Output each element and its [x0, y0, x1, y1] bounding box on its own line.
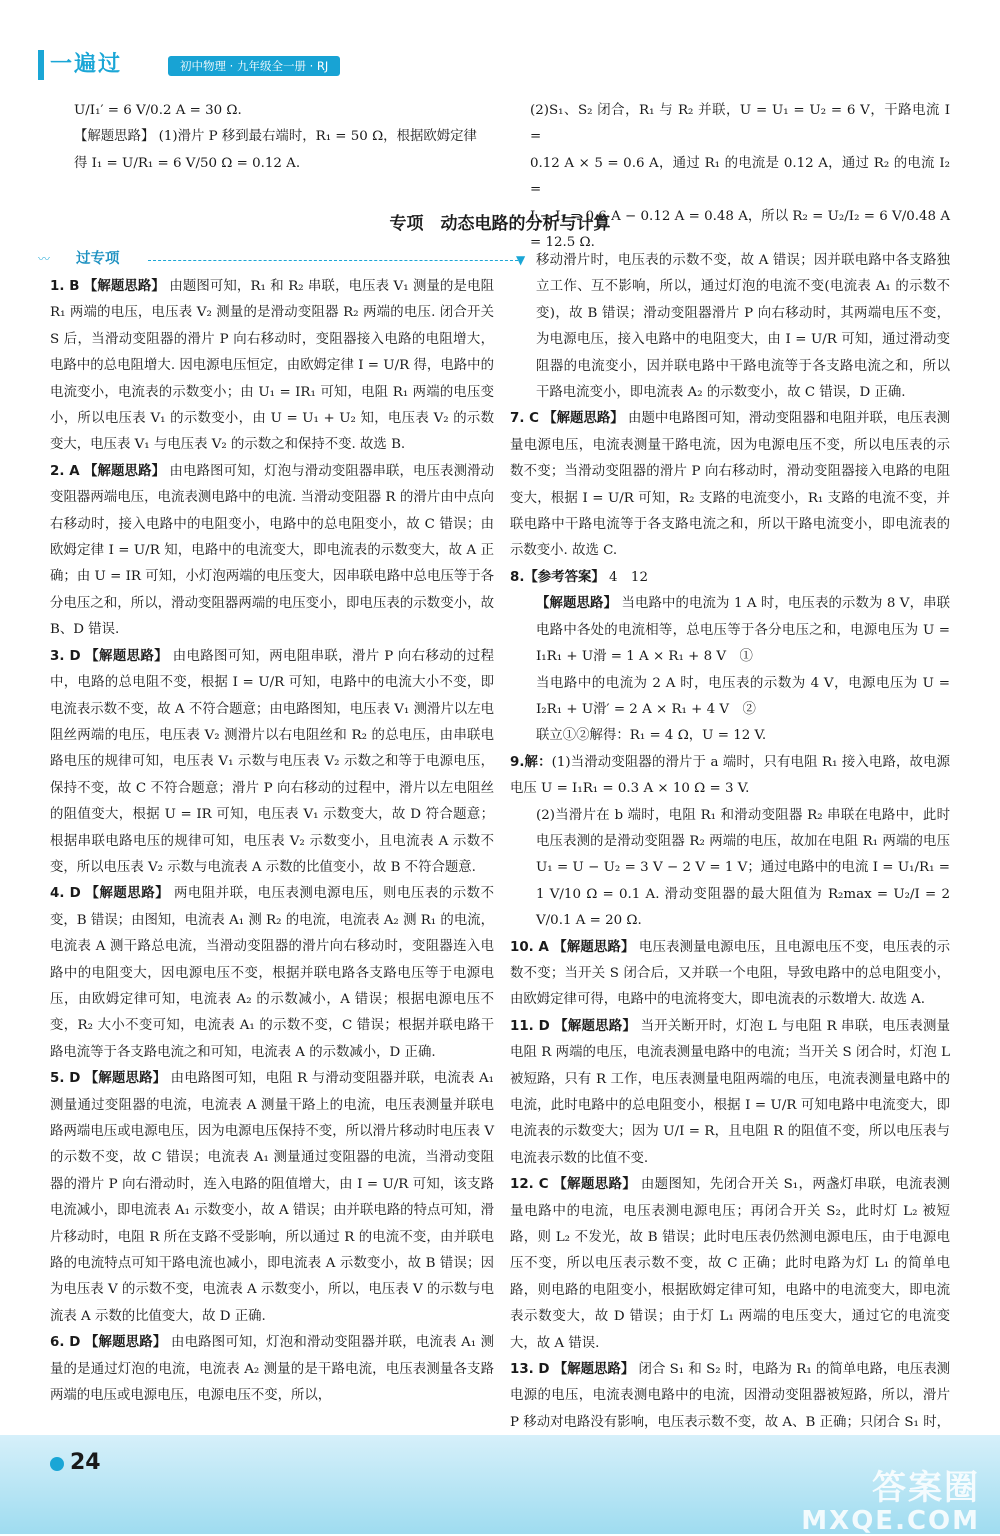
item-tag: 【参考答案】 [524, 569, 605, 585]
dashed-divider [148, 260, 518, 261]
item-number: 2. A [50, 463, 80, 479]
item-text: 联立①②解得：R₁ = 4 Ω，U = 12 V. [536, 728, 767, 744]
answer-item [510, 591, 950, 670]
answer-item [510, 565, 950, 591]
answer-item [50, 644, 494, 882]
page-header [0, 50, 1000, 84]
sub-header-label: 过专项 [76, 251, 120, 267]
item-tag: 【解题思路】 [85, 886, 170, 902]
answer-item [510, 750, 950, 803]
sub-header [38, 248, 526, 270]
item-tag: 【解题思路】 [554, 1018, 637, 1034]
page-footer [0, 1435, 1000, 1534]
item-tag: 【解题思路】 [553, 1177, 637, 1193]
item-number: 10. A [510, 939, 549, 955]
top-right-line: I − I₁ = 0.6 A − 0.12 A = 0.48 A，所以 R₂ = U₂/I₂ = 6 V/0.48 A = 12.5 Ω. [530, 208, 950, 251]
answer-item [50, 274, 494, 459]
item-text: 当开关断开时，灯泡 L 与电阻 R 串联，电压表测量电阻 R 两端的电压，电流表测量电路中的电流；当开关 S 闭合时，灯泡 L 被短路，只有 R 工作，电压表测量电阻两端的电压，电流表测量电路中的电流，此时电路中的总电阻变小，根据 I = U/R 可知电路中电流变大，即电流表的示数变大；因为 U/I = R，且电阻 R 的阻值不变，所以电压表与电流表示数的比值不变. [510, 1018, 951, 1166]
item-text: (2)当滑片在 b 端时，电阻 R₁ 和滑动变阻器 R₂ 串联在电路中，此时电压表测的是滑动变阻器 R₂ 两端的电压，故加在电阻 R₁ 两端的电压 U₁ = U − U₂ = 3 V − 2 V = 1 V；通过电路中的电流 I = U₁/R₁ = 1 V/10 Ω = 0.1 A. 滑动变阻器的最大阻值为 R₂max = U₂/I = 2 V/0.1 A = 20 Ω. [536, 807, 950, 929]
top-left-block [74, 98, 500, 177]
item-tag: 【解题思路】 [83, 463, 166, 479]
watermark [801, 1469, 980, 1535]
item-number: 9. [510, 754, 525, 770]
item-number: 4. D [50, 886, 81, 902]
page-dot-icon [50, 1457, 64, 1471]
item-number: 11. D [510, 1018, 550, 1034]
page-number: 24 [70, 1450, 101, 1475]
answer-item [50, 1330, 494, 1409]
answer-item [510, 671, 950, 724]
section-title: 专项 动态电路的分析与计算 [389, 214, 611, 234]
left-column [50, 274, 494, 1409]
answer-item [510, 1014, 950, 1172]
item-text: 两电阻并联，电压表测电源电压，则电压表的示数不变，B 错误；由图知，电流表 A₁ 测 R₂ 的电流，电流表 A₂ 测 R₁ 的电流，电流表 A 测干路总电流，当滑动变阻器的滑片向右移动时，变阻器连入电路中的电阻变大，因电源电压不变，根据并联电路各支路电压等于电源电压，由欧姆定律可知，电流表 A₂ 的示数减小，A 错误；根据电源电压不变，R₂ 大小不变可知，电流表 A₁ 的示数不变，C 错误；根据并联电路干路电流等于各支路电流之和可知，电流表 A 的示数减小，D 正确. [50, 886, 494, 1060]
brand-logo: 一遍过 [50, 52, 123, 77]
item-text: 由题中电路图可知，滑动变阻器和电阻并联，电压表测量电源电压，电流表测量干路电流，因为电源电压不变，所以电压表的示数不变；当滑动变阻器的滑片 P 向右移动时，滑动变阻器接入电路的电阻变大，根据 I = U/R 可知，R₂ 支路的电流变小，R₁ 支路的电流不变，并联电路中干路电流等于各支路电流之和，所以干路电流变小，即电流表的示数变小. 故选 C. [510, 411, 951, 559]
item-text: 当电路中的电流为 1 A 时，电压表的示数为 8 V，串联电路中各处的电流相等，总电压等于各分电压之和，电源电压为 U = I₁R₁ + U滑 = 1 A × R₁ + 8 V ① [536, 596, 950, 665]
item-tag: 【解题思路】 [553, 1362, 635, 1378]
watermark-site: MXQE.COM [801, 1506, 980, 1536]
wave-icon: 〰 [38, 252, 51, 266]
top-right-line: (2)S₁、S₂ 闭合，R₁ 与 R₂ 并联，U = U₁ = U₂ = 6 V，干路电流 I = [530, 103, 950, 145]
item-tag: 【解题思路】 [84, 1071, 167, 1087]
answer-item [510, 723, 950, 749]
item-number: 7. C [510, 411, 539, 427]
item-number: 3. D [50, 648, 81, 664]
item-text: 移动滑片时，电压表的示数不变，故 A 错误；因并联电路中各支路独立工作、互不影响，所以，通过灯泡的电流不变(电流表 A₁ 的示数不变)，故 B 错误；滑动变阻器滑片 P 向右移动时，其两端电压不变，为电源电压，接入电路中的电阻变大，由 I = U/R 可知，通过滑动变阻器的电流变小，因并联电路中干路电流等于各支路电流之和，所以干路电流变小，即电流表 A₂ 的示数变小，故 C 错误，D 正确. [536, 253, 950, 401]
item-number: 5. D [50, 1071, 81, 1087]
answer-item [50, 459, 494, 644]
item-number: 6. D [50, 1335, 81, 1351]
item-text: 由电路图可知，电阻 R 与滑动变阻器并联，电流表 A₁ 测量通过变阻器的电流，电流表 A 测量干路上的电流，电压表测量并联电路两端电压或电源电压，因为电源电压保持不变，所以滑片移动时电压表 V 的示数不变，故 C 错误；电流表 A₁ 测量通过变阻器的电流，当滑动变阻器的滑片 P 向右滑动时，连入电路的阻值增大，由 I = U/R 可知，该支路电流减小，即电流表 A₁ 示数变小，故 A 错误；由并联电路的特点可知，滑片移动时，电阻 R 所在支路不受影响，所以通过 R 的电流不变，由并联电路的电流特点可知干路电流也减小，即电流表 A 示数变小，故 B 错误；因为电压表 V 的示数不变，电流表 A 示数变小，所以，电压表 V 的示数与电流表 A 示数的比值变大，故 D 正确. [50, 1071, 494, 1324]
item-text: 由题图知，先闭合开关 S₁，两盏灯串联，电流表测量电路中的电流，电压表测电源电压；再闭合开关 S₂，此时灯 L₂ 被短路，则 L₂ 不发光，故 B 错误；此时电压表仍然测电源电压，由于电源电压不变，所以电压表示数不变，故 C 正确；此时电路为灯 L₁ 的简单电路，则电路的电阻变小，根据欧姆定律可知，电路中的电流变大，即电流表示数变大，故 D 错误；由于灯 L₁ 两端的电压变大，通过它的电流变大，故 A 错误. [510, 1177, 951, 1351]
item-number: 12. C [510, 1177, 549, 1193]
chevron-down-icon: ▼ [516, 253, 526, 267]
answer-item [510, 1172, 950, 1357]
item-tag: 【解题思路】 [85, 648, 169, 664]
item-text: 当电路中的电流为 2 A 时，电压表的示数为 4 V，电源电压为 U = I₂R₁ + U滑′ = 2 A × R₁ + 4 V ② [536, 675, 950, 717]
item-number: 1. B [50, 279, 80, 294]
answer-item [510, 803, 950, 935]
item-text: 由电路图可知，两电阻串联，滑片 P 向右移动的过程中，电路的总电阻不变，根据 I = U/R 可知，电路中的电流大小不变，即电流表示数不变，故 A 不符合题意；由电路图知，电压表 V₁ 测滑片以左电阻丝两端的电压，电压表 V₂ 测滑片以右电阻丝和 R₂ 的总电压，由串联电路电压的规律可知，电压表 V₁ 示数与电压表 V₂ 示数之和等于电源电压，保持不变，故 C 不符合题意；滑片 P 向右移动的过程中，滑片以左电阻丝的阻值变大，根据 U = IR 可知，电压表 V₁ 示数变大，故 D 符合题意；根据串联电路电压的规律可知，电压表 V₂ 示数变小，且电流表 A 示数不变，所以电压表 V₂ 示数与电流表 A 示数的比值变小，故 B 不符合题意. [50, 648, 495, 875]
answer-item [50, 881, 494, 1066]
top-right-line: 0.12 A × 5 = 0.6 A，通过 R₁ 的电流是 0.12 A，通过 R₂ 的电流 I₂ = [530, 155, 950, 198]
item-tag: 【解题思路】 [543, 411, 624, 427]
item-text: 由电路图可知，灯泡和滑动变阻器并联，电流表 A₁ 测量的是通过灯泡的电流，电流表 A₂ 测量的是干路电流，电压表测量各支路两端的电压或电源电压，电源电压不变，所以， [50, 1335, 494, 1404]
item-text: 由题图可知，R₁ 和 R₂ 串联，电压表 V₁ 测量的是电阻 R₁ 两端的电压，电压表 V₂ 测量的是滑动变阻器 R₂ 两端的电压. 闭合开关 S 后，当滑动变阻器的滑片 P 向右移动时，变阻器接入电路的电阻增大，电路中的总电阻增大. 因电源电压恒定，由欧姆定律 I = U/R 得，电路中的电流变小，电流表的示数变小；由 U₁ = IR₁ 可知，电阻 R₁ 两端的电压变小，所以电压表 V₁ 的示数变小，由 U = U₁ + U₂ 知，电压表 V₂ 的示数变大，电压表 V₁ 与电压表 V₂ 的示数之和保持不变. 故选 B. [50, 279, 494, 453]
item-text: (1)当滑动变阻器的滑片于 a 端时，只有电阻 R₁ 接入电路，故电源电压 U = I₁R₁ = 0.3 A × 10 Ω = 3 V. [510, 754, 950, 797]
brand-bar [38, 50, 44, 80]
answer-item [510, 935, 950, 1014]
right-column [510, 248, 950, 1489]
subject-label: 初中物理 · 九年级全一册 · RJ [168, 56, 340, 76]
top-left-line: 【解题思路】 (1)滑片 P 移到最右端时，R₁ = 50 Ω，根据欧姆定律 [74, 129, 477, 145]
top-left-line: U/I₁′ = 6 V/0.2 A = 30 Ω. [74, 103, 242, 118]
item-tag: 【解题思路】 [83, 279, 165, 294]
watermark-text: 答案圈 [872, 1468, 980, 1508]
item-text: 4 12 [609, 569, 648, 585]
item-tag: 解： [524, 754, 552, 770]
item-tag: 【解题思路】 [536, 596, 618, 612]
item-text: 闭合 S₁ 和 S₂ 时，电路为 R₁ 的简单电路，电压表测电源的电压，电流表测电路中的电流，因滑动变阻器被短路，所以，滑片 P 移动对电路没有影响，电压表示数不变，故 A、B 正确；只闭合 S₁ 时， [510, 1362, 951, 1430]
item-number: 13. D [510, 1362, 550, 1378]
item-number: 8. [510, 569, 525, 585]
answer-item [50, 1066, 494, 1330]
answer-item [510, 406, 950, 564]
answer-item [510, 248, 950, 406]
item-tag: 【解题思路】 [553, 939, 635, 955]
item-text: 由电路图可知，灯泡与滑动变阻器串联，电压表测滑动变阻器两端电压，电流表测电路中的电流. 当滑动变阻器 R 的滑片由中点向右移动时，接入电路中的电阻变小，电路中的总电阻变小，故 C 错误；由欧姆定律 I = U/R 知，电路中的电流变大，即电流表的示数变大，故 A 正确；由 U = IR 可知，小灯泡两端的电压变大，因串联电路中总电压等于各分电压之和，所以，滑动变阻器两端的电压变小，即电压表的示数变小，故 B、D 错误. [50, 463, 495, 638]
top-left-line: 得 I₁ = U/R₁ = 6 V/50 Ω = 0.12 A. [74, 155, 301, 171]
item-tag: 【解题思路】 [84, 1335, 167, 1351]
item-text: 电压表测量电源电压，且电源电压不变，电压表的示数不变；当开关 S 闭合后，又并联一个电阻，导致电路中的总电阻变小，由欧姆定律可得，电路中的电流将变大，即电流表的示数增大. 故选 A. [510, 939, 951, 1008]
